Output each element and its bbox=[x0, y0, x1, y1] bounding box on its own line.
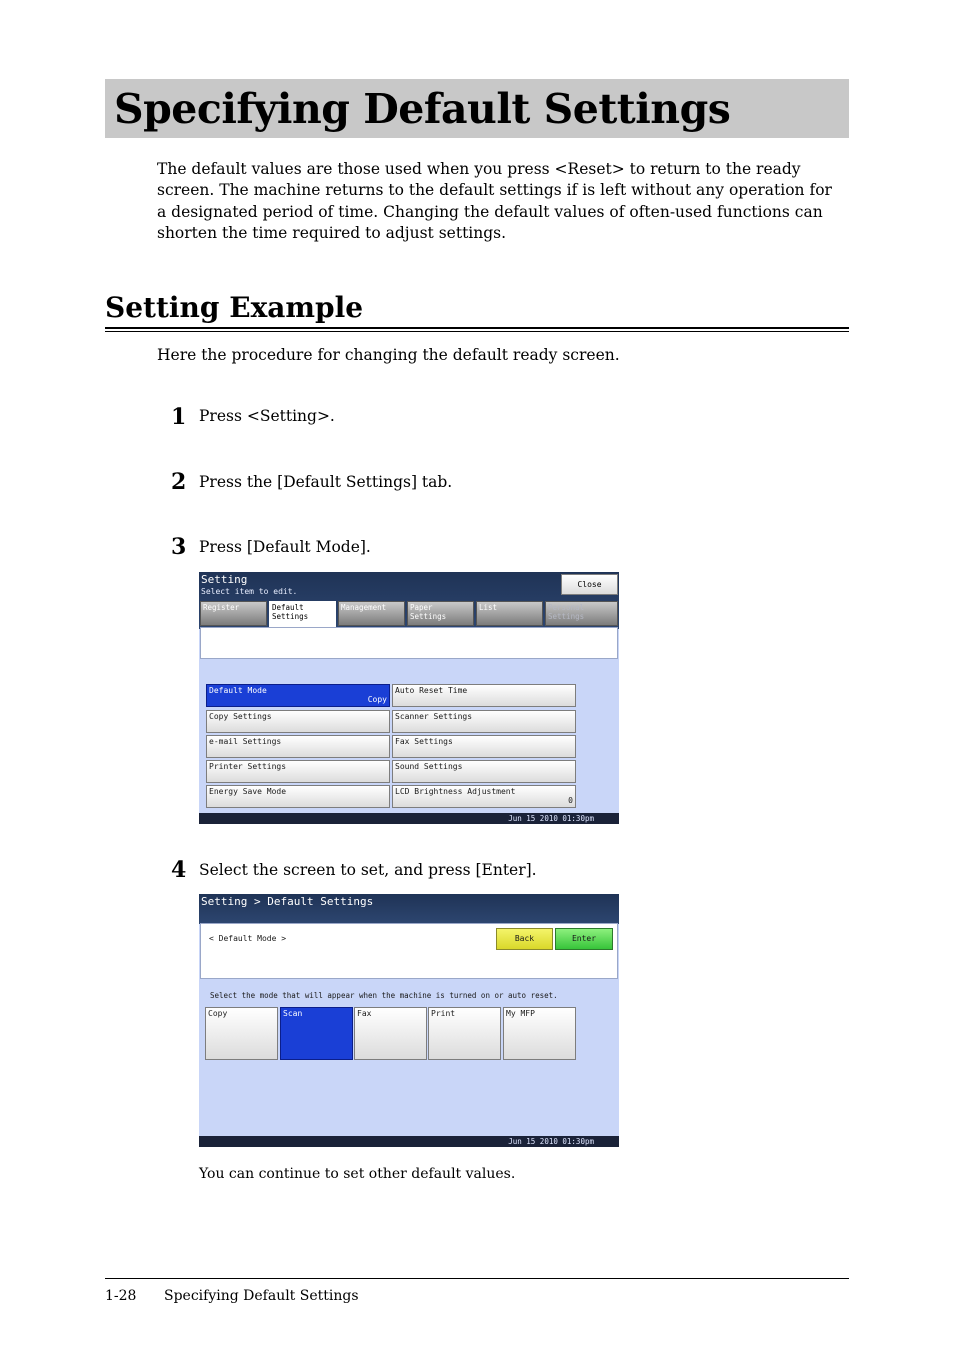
default-mode-button[interactable]: Default Mode Copy bbox=[206, 684, 390, 707]
screen-title: Setting > Default Settings bbox=[201, 895, 374, 908]
footer-rule bbox=[105, 1278, 849, 1279]
intro-paragraph: The default values are those used when you press <Reset> to return to the ready screen. The machine returns to the default settings if is left without any operation for a designated period of time. Changing the default values of often-used functions can shorten the time required to adjust settings. bbox=[157, 160, 832, 242]
heading-rule-thin bbox=[105, 331, 849, 332]
section-heading: Setting Example bbox=[105, 291, 364, 324]
step-text: Press [Default Mode]. bbox=[199, 538, 371, 556]
panel-label: < Default Mode > bbox=[209, 934, 287, 943]
back-button[interactable]: Back bbox=[496, 928, 553, 950]
email-settings-button[interactable]: e-mail Settings bbox=[206, 735, 390, 758]
mode-print-button[interactable]: Print bbox=[428, 1007, 501, 1060]
enter-button[interactable]: Enter bbox=[555, 928, 613, 950]
step-text: Press <Setting>. bbox=[199, 407, 335, 425]
tab-register[interactable]: Register bbox=[200, 601, 267, 626]
printer-settings-button[interactable]: Printer Settings bbox=[206, 760, 390, 783]
mode-panel bbox=[200, 923, 618, 979]
screen-header bbox=[199, 894, 619, 924]
step-text: Select the screen to set, and press [Enter]. bbox=[199, 861, 537, 879]
mode-scan-button[interactable]: Scan bbox=[280, 1007, 353, 1060]
step-number: 2 bbox=[171, 469, 187, 495]
tab-list[interactable]: List bbox=[476, 601, 543, 626]
energy-save-mode-button[interactable]: Energy Save Mode bbox=[206, 785, 390, 808]
tab-default-settings[interactable]: Default Settings bbox=[269, 601, 336, 628]
lcd-brightness-button[interactable]: LCD Brightness Adjustment 0 bbox=[392, 785, 576, 808]
note-text: You can continue to set other default values. bbox=[199, 1166, 516, 1182]
sound-settings-button[interactable]: Sound Settings bbox=[392, 760, 576, 783]
step-number: 1 bbox=[171, 404, 187, 430]
copy-settings-button[interactable]: Copy Settings bbox=[206, 710, 390, 733]
step-number: 3 bbox=[171, 534, 187, 560]
mode-fax-button[interactable]: Fax bbox=[354, 1007, 427, 1060]
screen-title: Setting bbox=[201, 573, 248, 586]
scanner-settings-button[interactable]: Scanner Settings bbox=[392, 710, 576, 733]
default-mode-screen bbox=[199, 894, 619, 1147]
fax-settings-button[interactable]: Fax Settings bbox=[392, 735, 576, 758]
mode-my-mfp-button[interactable]: My MFP bbox=[503, 1007, 576, 1060]
tab-personal-settings: Personal Settings bbox=[545, 601, 618, 626]
mode-copy-button[interactable]: Copy bbox=[205, 1007, 278, 1060]
info-panel bbox=[200, 627, 618, 659]
screen-datetime: Jun 15 2010 01:30pm bbox=[199, 813, 619, 824]
screen-subtitle: Select item to edit. bbox=[201, 587, 298, 596]
step-text: Press the [Default Settings] tab. bbox=[199, 473, 453, 491]
auto-reset-time-button[interactable]: Auto Reset Time bbox=[392, 684, 576, 707]
section-intro: Here the procedure for changing the default ready screen. bbox=[157, 346, 620, 364]
heading-rule bbox=[105, 327, 849, 329]
setting-screen bbox=[199, 572, 619, 824]
page-title: Specifying Default Settings bbox=[114, 85, 731, 133]
instruction-text: Select the mode that will appear when the machine is turned on or auto reset. bbox=[210, 991, 558, 1000]
close-button[interactable]: Close bbox=[561, 574, 618, 595]
screen-datetime: Jun 15 2010 01:30pm bbox=[199, 1136, 619, 1147]
step-number: 4 bbox=[171, 857, 187, 883]
footer-section-title: Specifying Default Settings bbox=[164, 1288, 359, 1304]
tab-paper-settings[interactable]: Paper Settings bbox=[407, 601, 474, 626]
page-number: 1-28 bbox=[105, 1288, 137, 1304]
tab-management[interactable]: Management bbox=[338, 601, 405, 626]
